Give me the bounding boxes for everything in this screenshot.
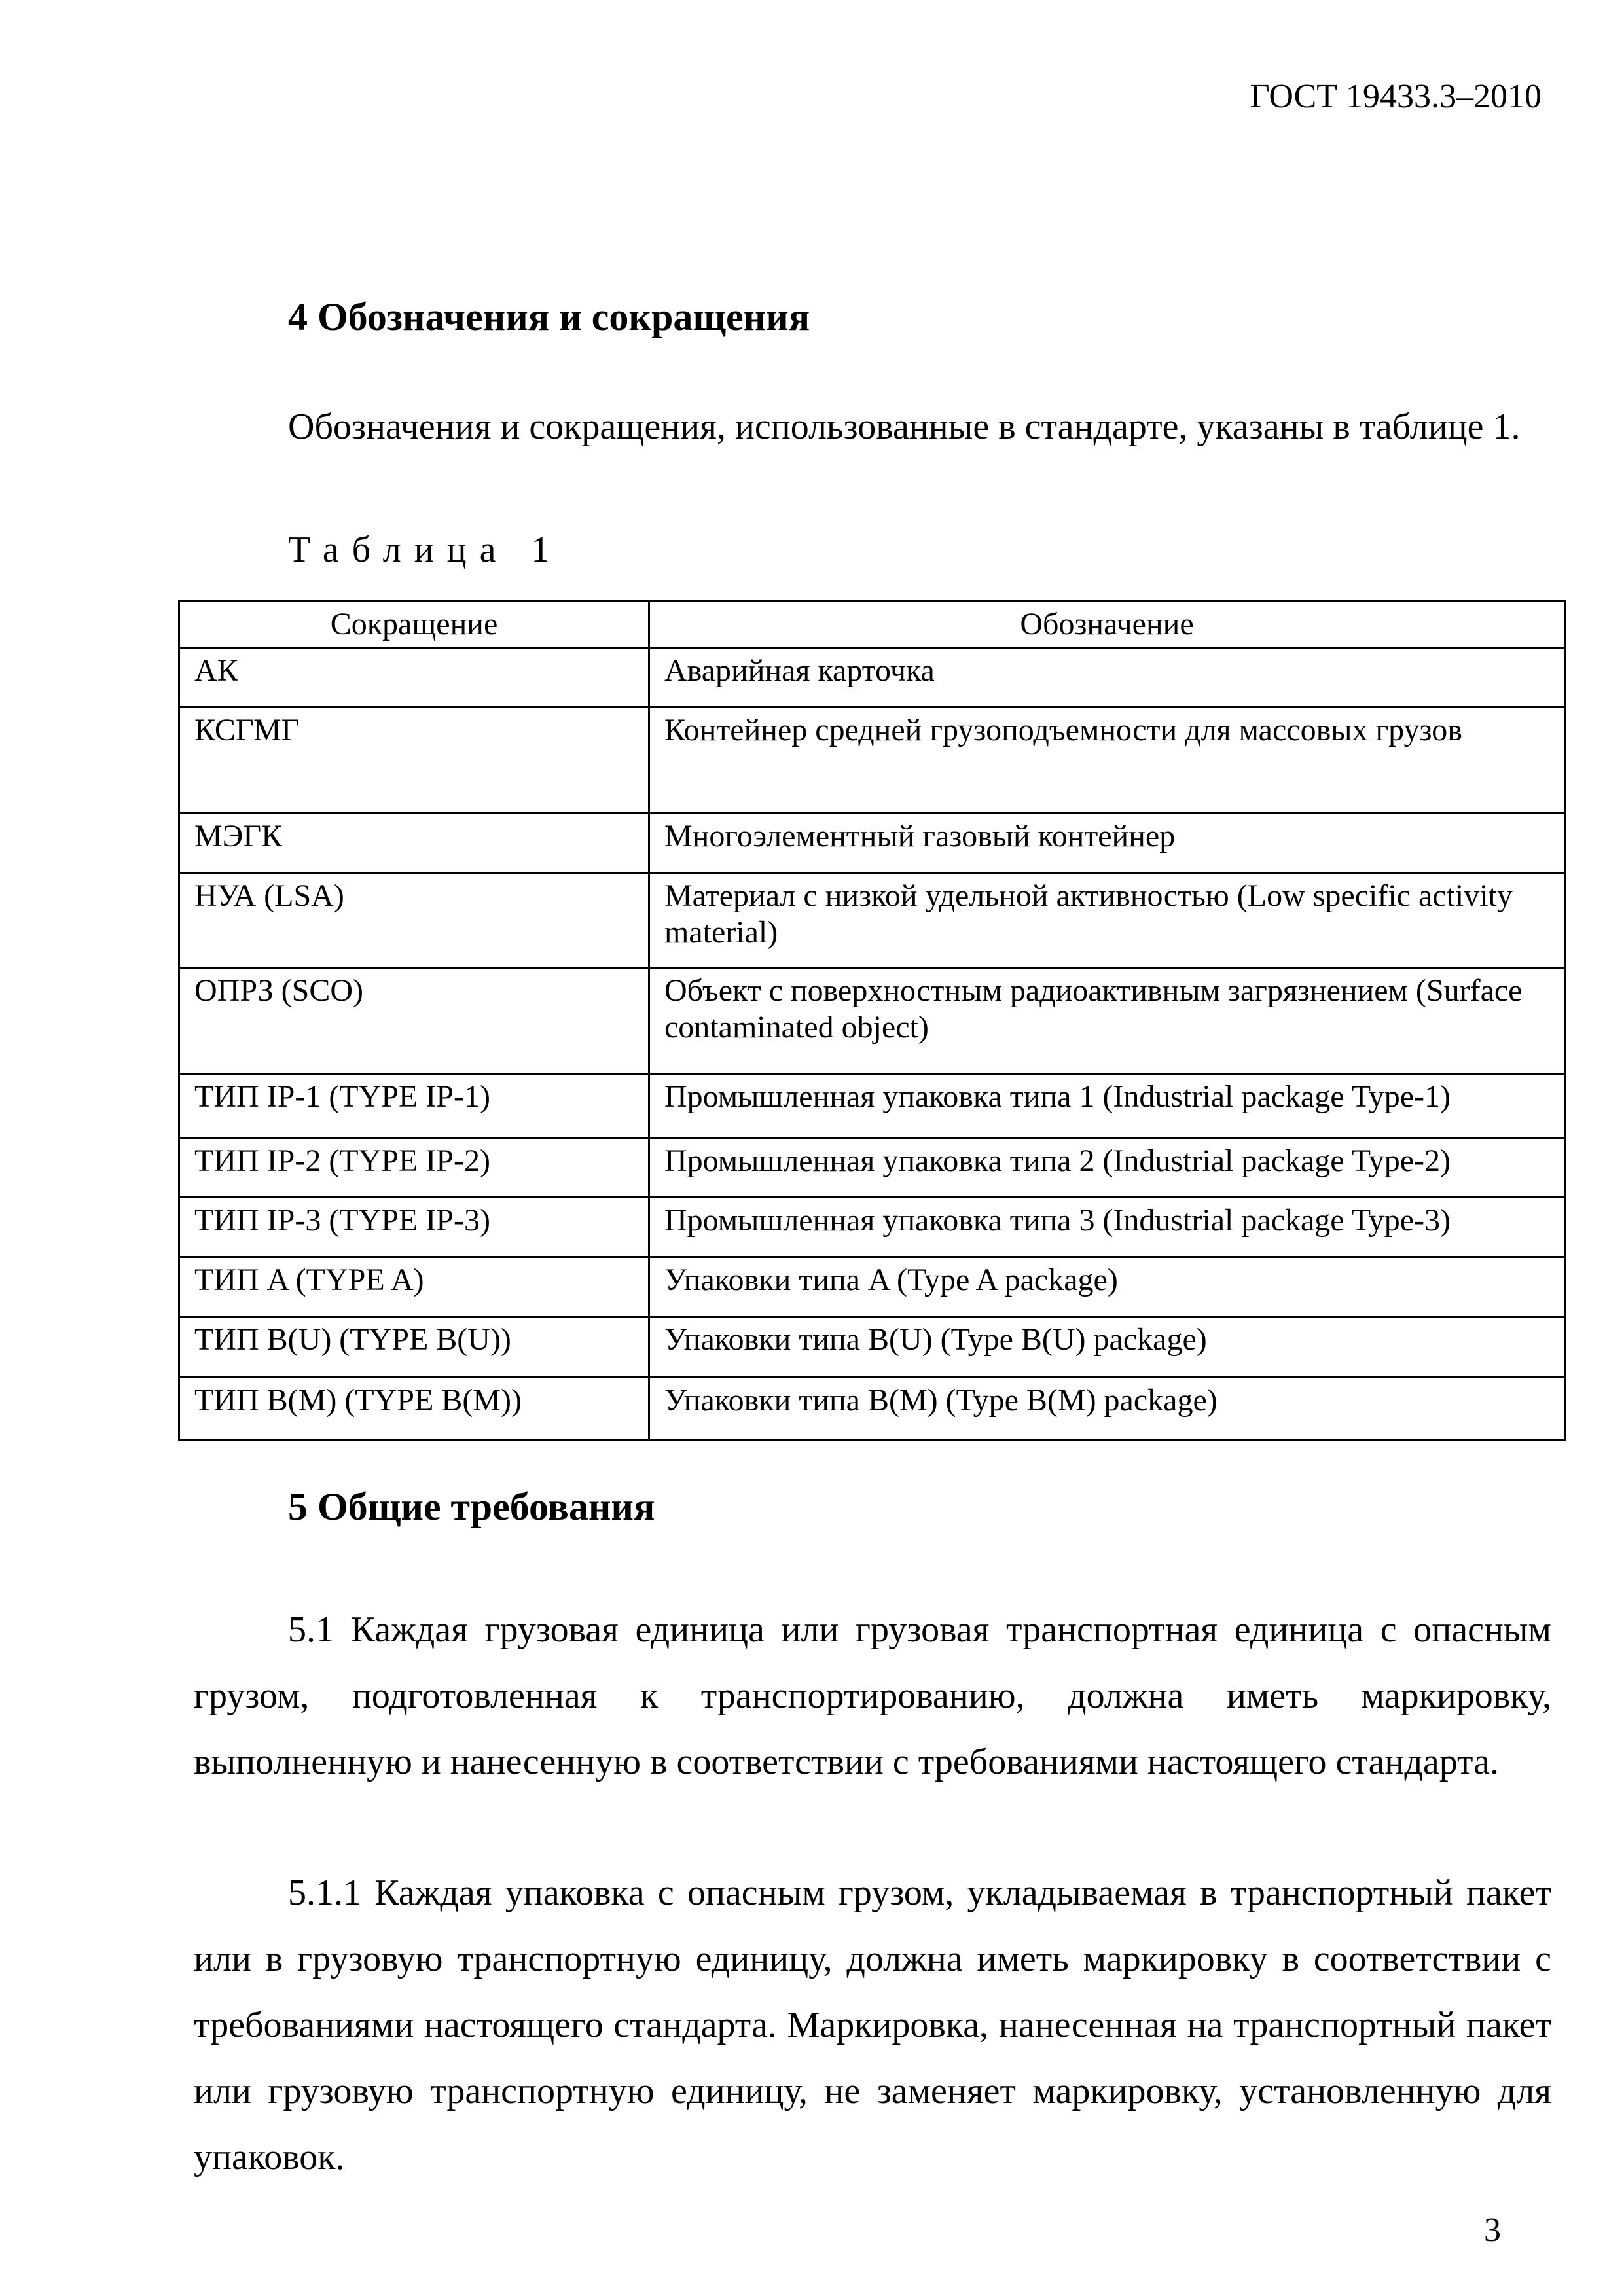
meaning-cell: Многоэлементный газовый контейнер (649, 814, 1565, 873)
abbr-cell: ТИП A (TYPE A) (179, 1257, 649, 1317)
section-5-heading: 5 Общие требования (288, 1485, 655, 1528)
section-4-intro: Обозначения и сокращения, использованные в стандарте, указаны в таблице 1. (288, 406, 1521, 447)
meaning-cell: Промышленная упаковка типа 3 (Industrial package Type-3) (649, 1198, 1565, 1257)
table-row (179, 1378, 1565, 1440)
abbr-cell: ТИП B(M) (TYPE B(M)) (179, 1378, 649, 1440)
meaning-cell: Материал с низкой удельной активностью (Low specific activity material) (649, 873, 1565, 968)
standard-code: ГОСТ 19433.3–2010 (1250, 78, 1542, 115)
section-5-1-1-paragraph: 5.1.1 Каждая упаковка с опасным грузом, укладываемая в транспортный пакет или в грузовую транспортную единицу, должна иметь маркировку в соответствии с требованиями настоящего стандарта. Маркировка, нанесенная на транспортный пакет или грузовую транспортную единицу, не заменяет маркировку, установленную для упаковок. (194, 1873, 1551, 2178)
abbr-cell: НУА (LSA) (179, 873, 649, 968)
abbr-cell: ОПРЗ (SCO) (179, 968, 649, 1074)
table-row (179, 1257, 1565, 1317)
table-row (179, 873, 1565, 968)
abbr-cell: ТИП IP-2 (TYPE IP-2) (179, 1138, 649, 1198)
abbr-cell: ТИП IP-1 (TYPE IP-1) (179, 1074, 649, 1138)
abbreviations-table (178, 600, 1566, 1441)
abbr-cell: КСГМГ (179, 708, 649, 814)
section-4-heading: 4 Обозначения и сокращения (288, 295, 810, 338)
table-row (179, 968, 1565, 1074)
meaning-cell: Упаковки типа A (Type A package) (649, 1257, 1565, 1317)
meaning-cell: Промышленная упаковка типа 2 (Industrial package Type-2) (649, 1138, 1565, 1198)
abbr-cell: ТИП B(U) (TYPE B(U)) (179, 1317, 649, 1378)
table-row (179, 1074, 1565, 1138)
meaning-cell: Упаковки типа B(U) (Type B(U) package) (649, 1317, 1565, 1378)
abbr-cell: АК (179, 648, 649, 708)
abbr-cell: МЭГК (179, 814, 649, 873)
abbr-cell: ТИП IP-3 (TYPE IP-3) (179, 1198, 649, 1257)
meaning-cell: Промышленная упаковка типа 1 (Industrial package Type-1) (649, 1074, 1565, 1138)
table-row (179, 708, 1565, 814)
column-header-meaning: Обозначение (649, 601, 1565, 648)
meaning-cell: Аварийная карточка (649, 648, 1565, 708)
table-header-row (179, 601, 1565, 648)
meaning-cell: Объект с поверхностным радиоактивным загрязнением (Surface contaminated object) (649, 968, 1565, 1074)
meaning-cell: Упаковки типа B(M) (Type B(M) package) (649, 1378, 1565, 1440)
table-row (179, 814, 1565, 873)
table-caption: Таблица 1 (288, 529, 563, 570)
meaning-cell: Контейнер средней грузоподъемности для массовых грузов (649, 708, 1565, 814)
table-row (179, 1317, 1565, 1378)
table-row (179, 1138, 1565, 1198)
table-row (179, 648, 1565, 708)
table-row (179, 1198, 1565, 1257)
section-5-1-paragraph: 5.1 Каждая грузовая единица или грузовая транспортная единица с опасным грузом, подготовленная к транспортированию, должна иметь маркировку, выполненную и нанесенную в соответствии с требованиями настоящего стандарта. (194, 1609, 1551, 1782)
page-number: 3 (1484, 2212, 1501, 2249)
column-header-abbreviation: Сокращение (179, 601, 649, 648)
